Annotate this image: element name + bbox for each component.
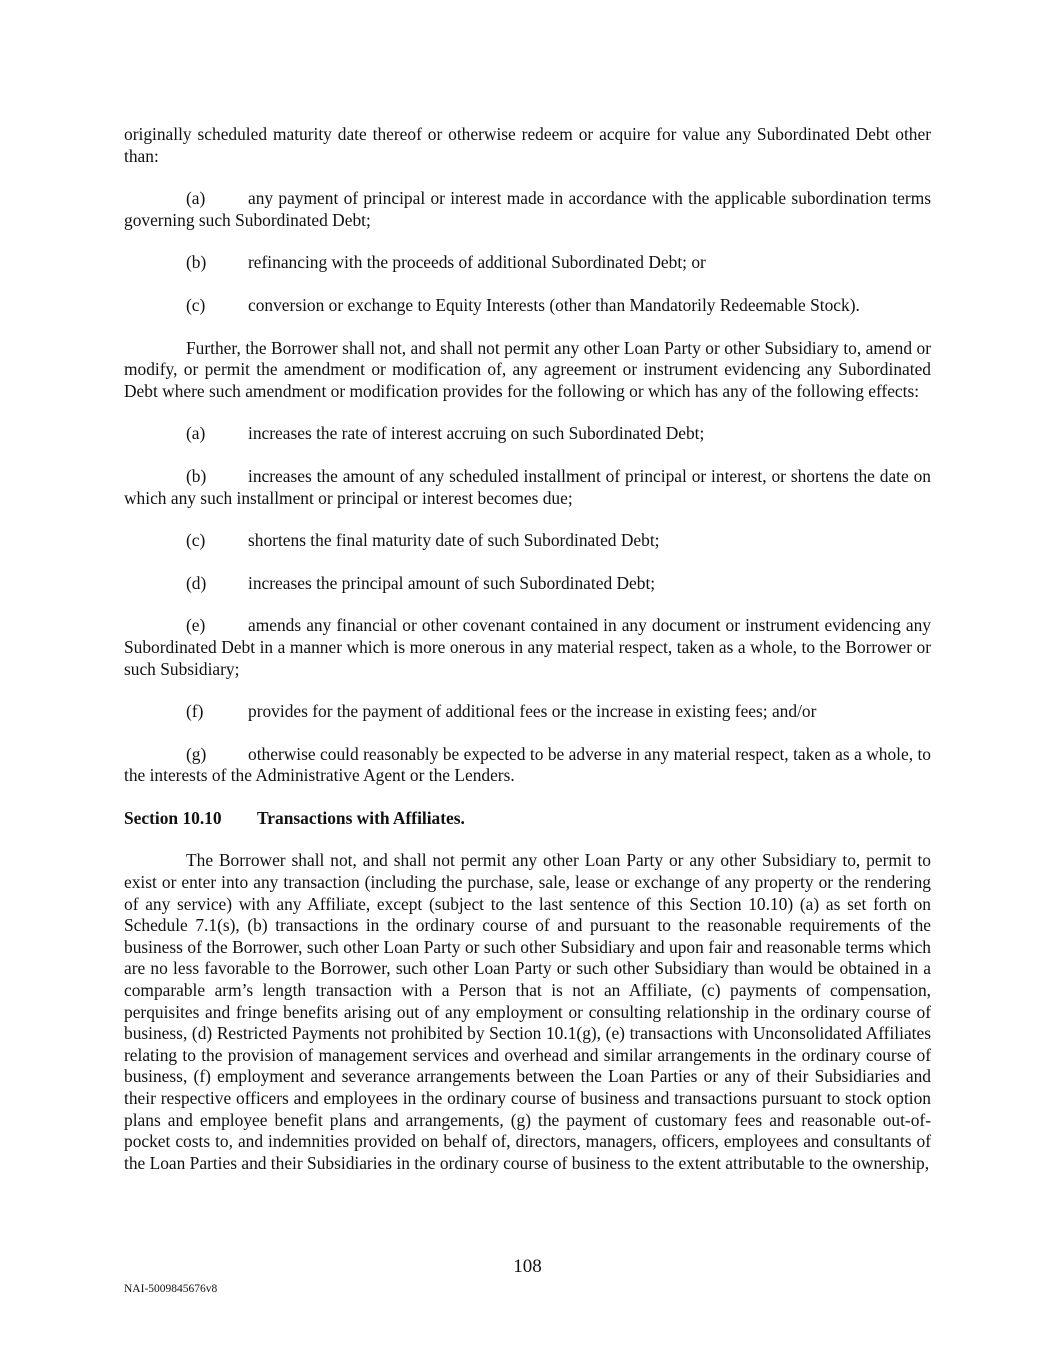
payment-exceptions-list [124,188,931,316]
list-item [124,252,931,274]
item-label: (c) [186,294,206,315]
item-label: (g) [186,743,207,764]
item-text: increases the amount of any scheduled installment of principal or interest, or shortens the date on which any such installment or principal or interest becomes due; [124,465,931,508]
list-item [124,423,931,445]
item-text: amends any financial or other covenant contained in any document or instrument evidencing any Subordinated Debt in a manner which is more onerous in any material respect, taken as a whole, to the Borrower or such Subsidiary; [124,615,931,679]
item-label: (f) [186,701,204,722]
item-text: shortens the final maturity date of such Subordinated Debt; [248,530,660,551]
list-item [124,295,931,317]
item-label: (a) [186,188,206,209]
item-label: (b) [186,465,207,486]
section-title: Transactions with Affiliates. [257,807,465,828]
item-text: refinancing with the proceeds of additional Subordinated Debt; or [248,252,706,273]
document-page [124,124,931,1195]
list-item [124,573,931,595]
item-label: (a) [186,423,206,444]
list-item [124,701,931,723]
item-text: increases the principal amount of such Subordinated Debt; [248,572,656,593]
section-number: Section 10.10 [124,807,222,828]
item-label: (d) [186,572,207,593]
item-label: (e) [186,615,206,636]
page-number: 108 [513,1256,542,1277]
item-text: any payment of principal or interest made in accordance with the applicable subordination terms governing such Subordinated Debt; [124,188,931,230]
intro-paragraph: originally scheduled maturity date thereof or otherwise redeem or acquire for value any Subordinated Debt other than: [124,124,931,166]
item-label: (c) [186,530,206,551]
list-item [124,188,931,231]
item-text: otherwise could reasonably be expected to be adverse in any material respect, taken as a whole, to the interests of the Administrative Agent or the Lenders. [124,743,931,786]
item-label: (b) [186,252,207,273]
item-text: provides for the payment of additional fees or the increase in existing fees; and/or [248,701,817,722]
list-item [124,615,931,680]
amendment-effects-list [124,423,931,787]
list-item [124,744,931,787]
list-item [124,530,931,552]
list-item [124,466,931,509]
further-paragraph: Further, the Borrower shall not, and shall not permit any other Loan Party or other Subsidiary to, amend or modify, or permit the amendment or modification of, any agreement or instrument evidencing any Subordinated Debt where such amendment or modification provides for the following or which has any of the following effects: [124,337,931,401]
section-heading [124,808,931,830]
document-id: NAI-5009845676v8 [124,1283,218,1295]
item-text: conversion or exchange to Equity Interests (other than Mandatorily Redeemable Stock). [248,294,860,315]
section-body: The Borrower shall not, and shall not permit any other Loan Party or any other Subsidiary to, permit to exist or enter into any transaction (including the purchase, sale, lease or exchange of any property or the rendering of any service) with any Affiliate, except (subject to the last sentence of this Section 10.10) (a) as set forth on Schedule 7.1(s), (b) transactions in the ordinary course of and pursuant to the reasonable requirements of the business of the Borrower, such other Loan Party or such other Subsidiary and upon fair and reasonable terms which are no less favorable to the Borrower, such other Loan Party or such other Subsidiary than would be obtained in a comparable arm’s length transaction with a Person that is not an Affiliate, (c) payments of compensation, perquisites and fringe benefits arising out of any employment or consulting relationship in the ordinary course of business, (d) Restricted Payments not prohibited by Section 10.1(g), (e) transactions with Unconsolidated Affiliates relating to the provision of management services and overhead and similar arrangements in the ordinary course of business, (f) employment and severance arrangements between the Loan Parties or any of their Subsidiaries and their respective officers and employees in the ordinary course of business and transactions pursuant to stock option plans and employee benefit plans and arrangements, (g) the payment of customary fees and reasonable out-of-pocket costs to, and indemnities provided on behalf of, directors, managers, officers, employees and consultants of the Loan Parties and their Subsidiaries in the ordinary course of business to the extent attributable to the ownership, [124,850,931,1173]
item-text: increases the rate of interest accruing on such Subordinated Debt; [248,423,705,444]
